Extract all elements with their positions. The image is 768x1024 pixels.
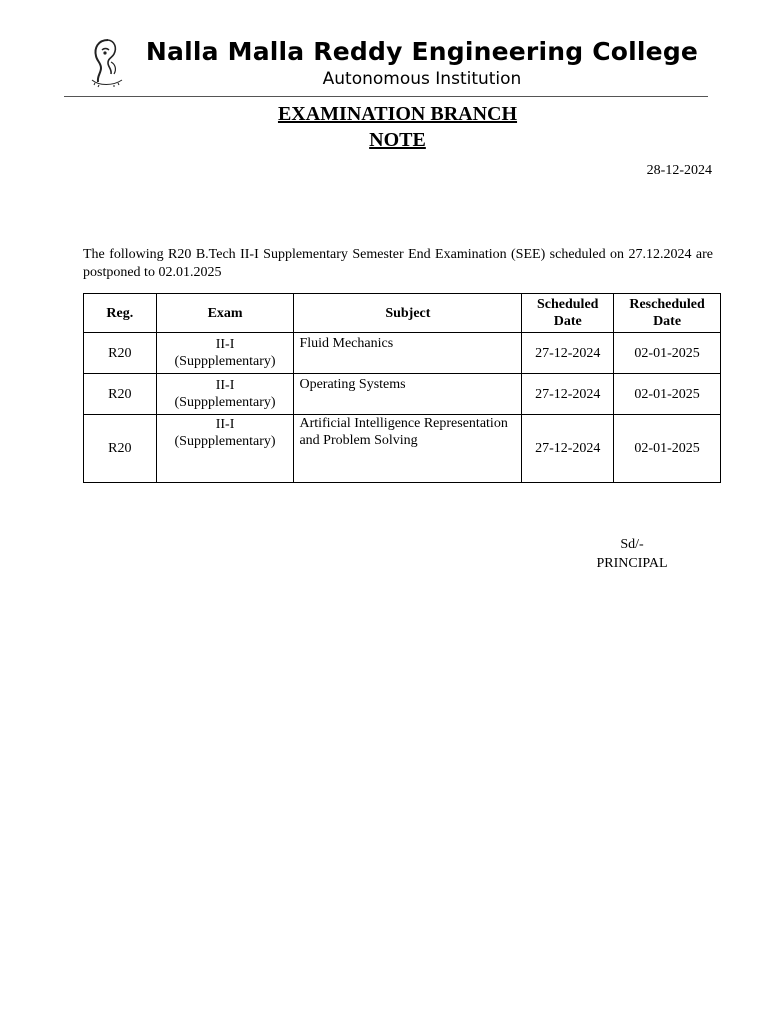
header-exam: Exam <box>156 294 294 333</box>
cell-reg: R20 <box>84 415 157 483</box>
table-row <box>84 333 721 374</box>
table-row <box>84 374 721 415</box>
cell-subject: Fluid Mechanics <box>294 333 522 374</box>
signature-title: PRINCIPAL <box>596 556 668 571</box>
cell-exam <box>156 415 294 483</box>
cell-scheduled-date: 27-12-2024 <box>522 415 614 483</box>
cell-rescheduled-date: 02-01-2025 <box>614 333 721 374</box>
header-divider <box>64 96 708 97</box>
notice-date: 28-12-2024 <box>646 163 712 178</box>
college-name: Nalla Malla Reddy Engineering College <box>145 37 699 66</box>
signature-sd: Sd/- <box>620 537 644 552</box>
cell-rescheduled-date: 02-01-2025 <box>614 374 721 415</box>
cell-reg: R20 <box>84 333 157 374</box>
header-reg: Reg. <box>84 294 157 333</box>
cell-rescheduled-date: 02-01-2025 <box>614 415 721 483</box>
college-subtitle: Autonomous Institution <box>322 69 522 89</box>
signature-block <box>582 535 682 573</box>
branch-title: EXAMINATION BRANCH <box>277 103 518 125</box>
exam-schedule-table <box>83 293 721 483</box>
cell-reg: R20 <box>84 374 157 415</box>
cell-scheduled-date: 27-12-2024 <box>522 374 614 415</box>
table-row <box>84 415 721 483</box>
cell-subject: Artificial Intelligence Representation and Problem Solving <box>294 415 522 483</box>
notice-body: The following R20 B.Tech II-I Supplementary Semester End Examination (SEE) scheduled on 27.12.2024 are postponed to 02.01.2025 <box>83 247 713 280</box>
college-emblem-icon <box>84 36 130 92</box>
cell-exam-type: (Suppplementary) <box>174 395 276 410</box>
cell-exam <box>156 333 294 374</box>
cell-exam-type: (Suppplementary) <box>174 354 276 369</box>
table-header-row <box>84 294 721 333</box>
header-rescheduled-date: Rescheduled Date <box>614 294 721 333</box>
header-scheduled-date: Scheduled Date <box>522 294 614 333</box>
note-title: NOTE <box>369 129 426 151</box>
cell-scheduled-date: 27-12-2024 <box>522 333 614 374</box>
cell-subject: Operating Systems <box>294 374 522 415</box>
cell-exam-type: (Suppplementary) <box>174 434 276 449</box>
cell-exam-semester: II-I <box>215 417 235 432</box>
cell-exam-semester: II-I <box>215 378 235 393</box>
header-subject: Subject <box>294 294 522 333</box>
cell-exam-semester: II-I <box>215 337 235 352</box>
cell-exam <box>156 374 294 415</box>
letterhead <box>64 32 708 94</box>
